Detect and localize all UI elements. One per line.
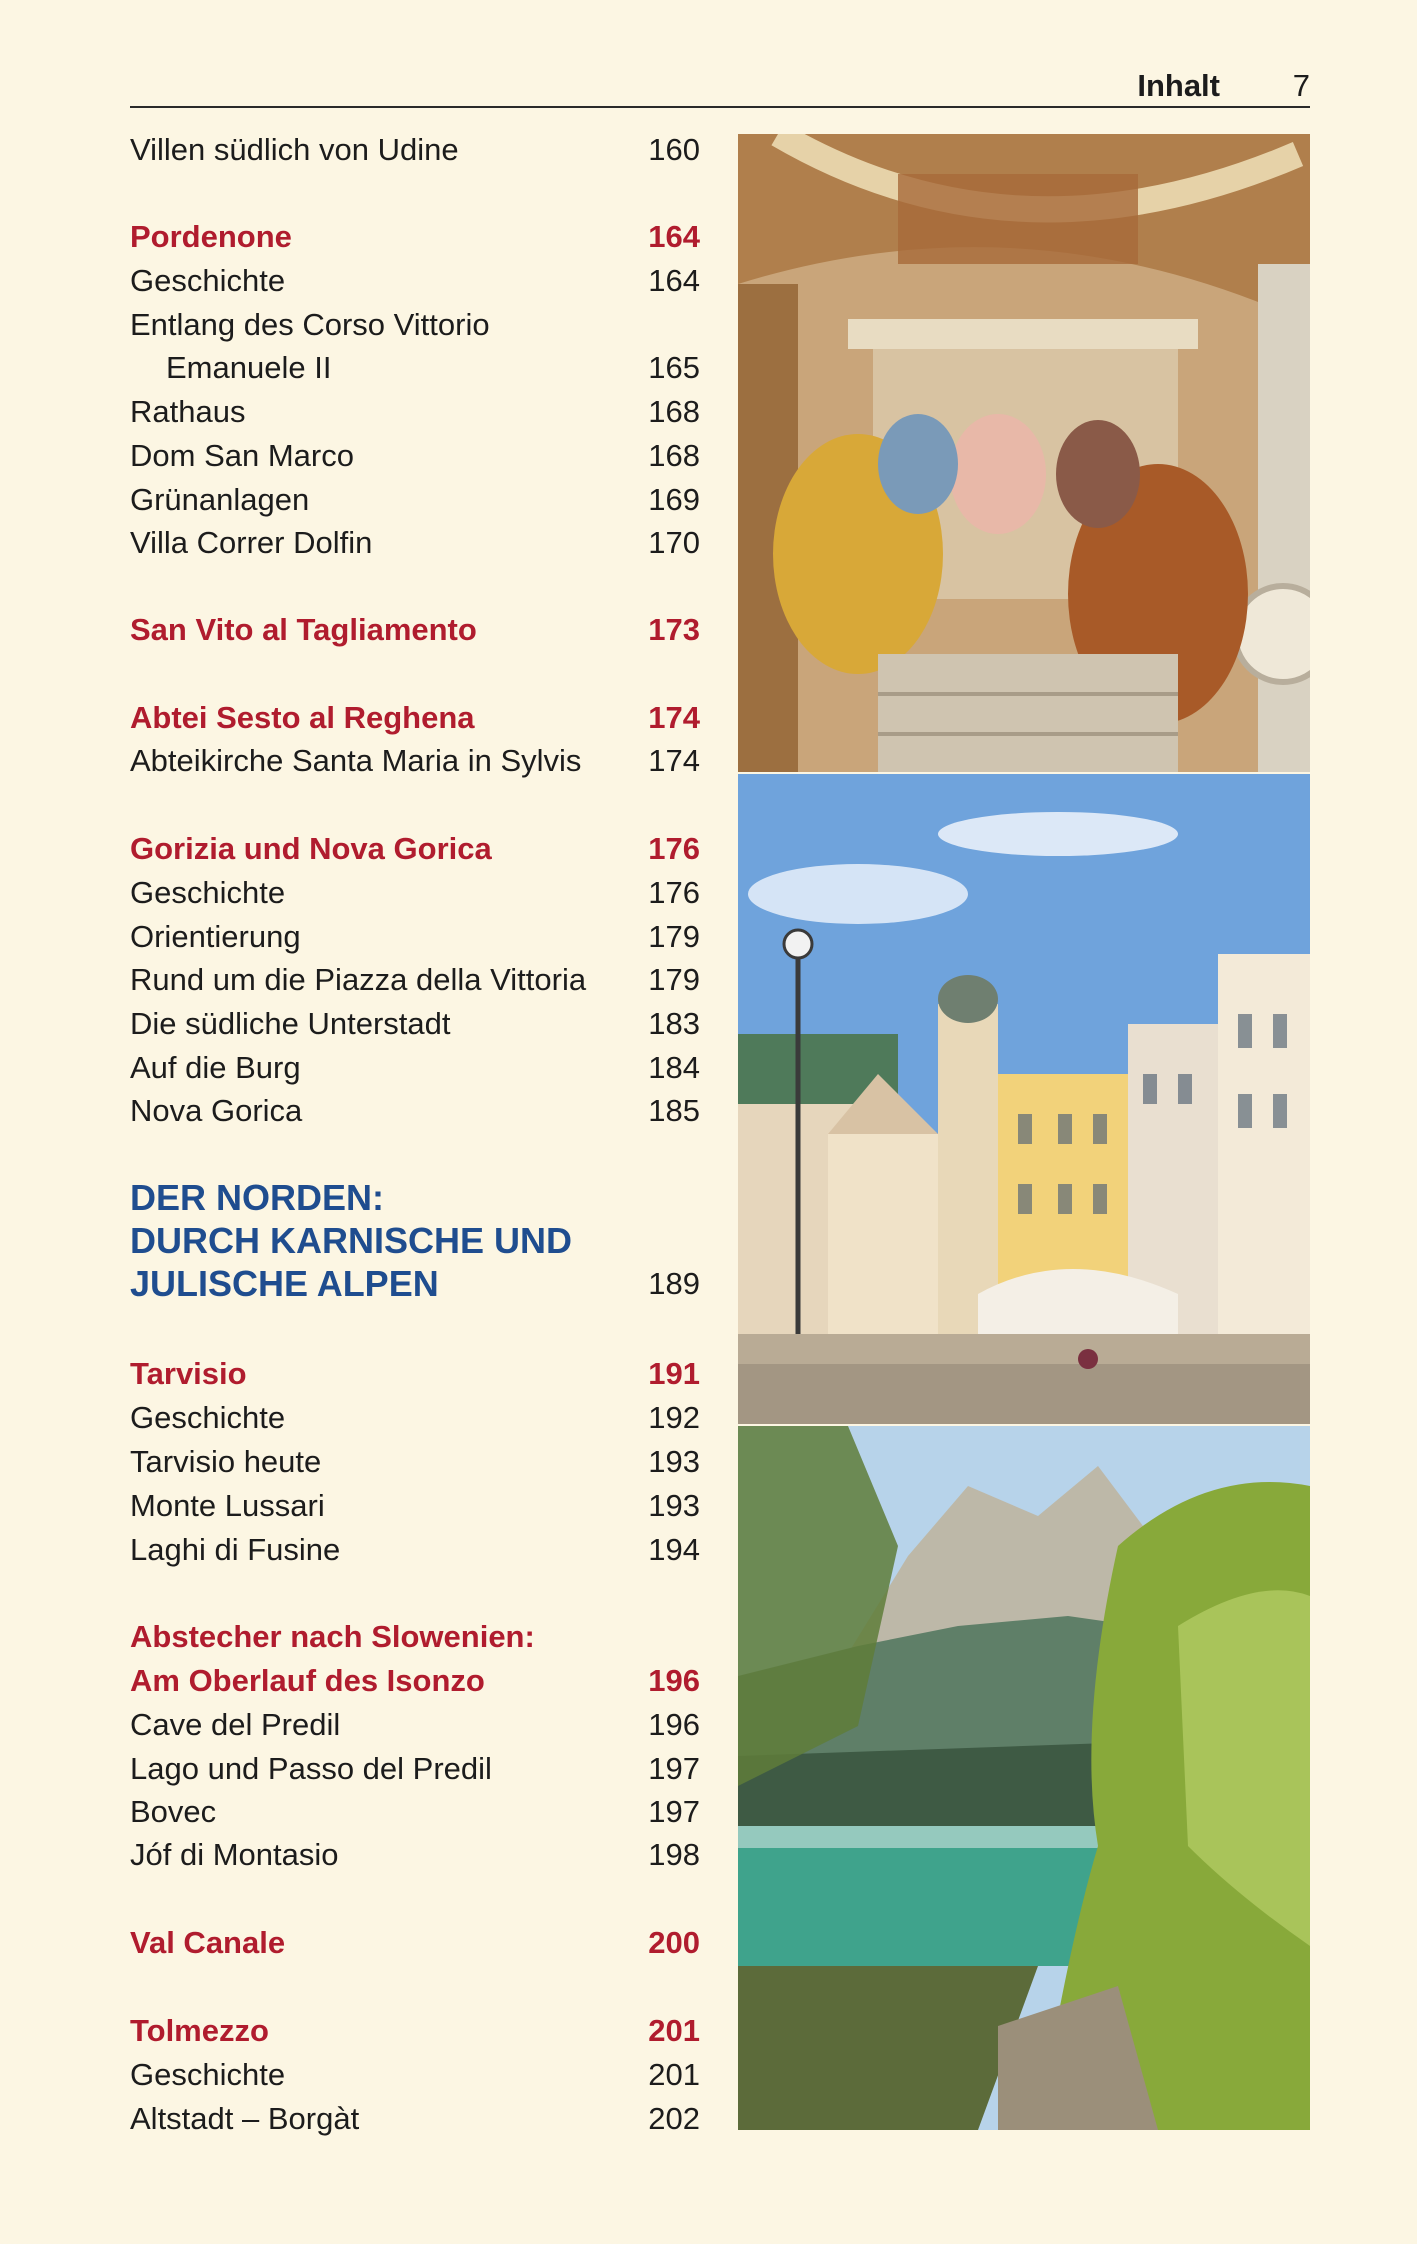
- toc-entry-title: Laghi di Fusine: [130, 1532, 341, 1567]
- toc-entry: [130, 434, 700, 478]
- toc-entry-title: Tolmezzo: [130, 2013, 269, 2048]
- toc-entry-page: 176: [648, 875, 700, 910]
- toc-entry-title: Lago und Passo del Predil: [130, 1751, 492, 1786]
- toc-entry: [130, 1046, 700, 1090]
- toc-entry-page: 160: [648, 132, 700, 167]
- toc-entry: [130, 1747, 700, 1791]
- fresco-photo: [738, 134, 1310, 772]
- toc-entry: [130, 1002, 700, 1046]
- toc-entry-title: Geschichte: [130, 263, 286, 298]
- toc-entry-title: Die südliche Unterstadt: [130, 1006, 451, 1041]
- toc-chapter-heading: [130, 1176, 700, 1220]
- toc-entry-page: 193: [648, 1488, 700, 1523]
- toc-entry-page: 194: [648, 1532, 700, 1567]
- toc-entry-title: Val Canale: [130, 1925, 286, 1960]
- toc-entry-title: JULISCHE ALPEN: [130, 1263, 439, 1304]
- toc-entry-title: Abteikirche Santa Maria in Sylvis: [130, 743, 582, 778]
- toc-section-heading: [130, 827, 700, 871]
- town-square-photo: [738, 774, 1310, 1424]
- toc-entry: [130, 739, 700, 783]
- toc-entry-page: 165: [648, 350, 700, 385]
- running-header: [130, 64, 1310, 108]
- toc-entry-title: Villen südlich von Udine: [130, 132, 459, 167]
- toc-entry-page: 168: [648, 438, 700, 473]
- toc-entry-page: 196: [648, 1663, 700, 1698]
- toc-entry: [130, 871, 700, 915]
- toc-section-heading: [130, 2009, 700, 2053]
- toc-entry-page: 197: [648, 1794, 700, 1829]
- toc-entry-page: 200: [648, 1925, 700, 1960]
- toc-entry: [130, 1440, 700, 1484]
- toc-entry-title: DER NORDEN:: [130, 1177, 385, 1218]
- toc-entry-title: Altstadt – Borgàt: [130, 2101, 360, 2136]
- toc-entry-page: 164: [648, 263, 700, 298]
- toc-entry: [130, 1703, 700, 1747]
- toc-entry-title: Nova Gorica: [130, 1093, 303, 1128]
- toc-entry-title: Rathaus: [130, 394, 246, 429]
- toc-entry-title: Grünanlagen: [130, 482, 310, 517]
- mountain-lake-photo: [738, 1426, 1310, 2130]
- toc-entry: [130, 958, 700, 1002]
- toc-entry-page: 201: [648, 2057, 700, 2092]
- toc-entry: [130, 128, 700, 172]
- toc-entry: [130, 478, 700, 522]
- toc-entry: [130, 303, 700, 347]
- toc-entry: [130, 1790, 700, 1834]
- toc-entry-page: 183: [648, 1006, 700, 1041]
- toc-entry-page: 198: [648, 1837, 700, 1872]
- toc-section-heading: [130, 1659, 700, 1703]
- page-number: 7: [1292, 68, 1310, 103]
- toc-entry-page: 201: [648, 2013, 700, 2048]
- toc-entry-title: Gorizia und Nova Gorica: [130, 831, 492, 866]
- toc-entry-page: 179: [648, 962, 700, 997]
- toc-entry: [130, 390, 700, 434]
- toc-entry-page: 164: [648, 219, 700, 254]
- toc-entry-page: 173: [648, 612, 700, 647]
- toc-entry-page: 189: [648, 1266, 700, 1301]
- toc-entry-title: Tarvisio: [130, 1356, 247, 1391]
- toc-entry-page: 176: [648, 831, 700, 866]
- toc-entry: [130, 1396, 700, 1440]
- toc-entry-title: San Vito al Tagliamento: [130, 612, 477, 647]
- toc-entry: [130, 1833, 700, 1877]
- toc-section-heading: [130, 215, 700, 259]
- toc-entry: [130, 2053, 700, 2097]
- toc-entry-page: 197: [648, 1751, 700, 1786]
- toc-entry-page: 179: [648, 919, 700, 954]
- toc-entry-title: Abtei Sesto al Reghena: [130, 700, 475, 735]
- toc-entry-page: 170: [648, 525, 700, 560]
- toc-section-heading: [130, 1615, 700, 1659]
- toc-chapter-heading: [130, 1262, 700, 1306]
- toc-entry-title: DURCH KARNISCHE UND: [130, 1220, 573, 1261]
- toc-entry: [130, 1484, 700, 1528]
- toc-section-heading: [130, 608, 700, 652]
- toc-entry-title: Jóf di Montasio: [130, 1837, 339, 1872]
- toc-entry-title: Emanuele II: [166, 350, 332, 385]
- toc-entry-title: Pordenone: [130, 219, 292, 254]
- toc-section-heading: [130, 696, 700, 740]
- toc-entry-page: 174: [648, 743, 700, 778]
- toc-entry: [130, 346, 700, 390]
- toc-entry: [130, 2097, 700, 2141]
- toc-entry-page: 168: [648, 394, 700, 429]
- toc-section-heading: [130, 1352, 700, 1396]
- toc-entry-title: Tarvisio heute: [130, 1444, 322, 1479]
- toc-entry-page: 184: [648, 1050, 700, 1085]
- toc-entry: [130, 259, 700, 303]
- toc-entry-page: 192: [648, 1400, 700, 1435]
- toc-entry-page: 193: [648, 1444, 700, 1479]
- toc-entry: [130, 1528, 700, 1572]
- toc-section-heading: [130, 1921, 700, 1965]
- toc-entry-title: Orientierung: [130, 919, 301, 954]
- toc-entry-title: Villa Correr Dolfin: [130, 525, 373, 560]
- toc-chapter-heading: [130, 1219, 700, 1263]
- toc-entry-title: Monte Lussari: [130, 1488, 325, 1523]
- toc-entry-title: Rund um die Piazza della Vittoria: [130, 962, 587, 997]
- toc-entry-title: Geschichte: [130, 2057, 286, 2092]
- toc-entry-title: Geschichte: [130, 1400, 286, 1435]
- toc-entry-page: 202: [648, 2101, 700, 2136]
- toc-entry-title: Auf die Burg: [130, 1050, 301, 1085]
- toc-entry-title: Cave del Predil: [130, 1707, 341, 1742]
- toc-entry: [130, 1089, 700, 1133]
- toc-entry-title: Geschichte: [130, 875, 286, 910]
- toc-entry-page: 196: [648, 1707, 700, 1742]
- toc-entry: [130, 915, 700, 959]
- toc-entry-title: Am Oberlauf des Isonzo: [130, 1663, 485, 1698]
- toc-entry-title: Bovec: [130, 1794, 217, 1829]
- toc-entry: [130, 521, 700, 565]
- toc-entry-title: Abstecher nach Slowenien:: [130, 1619, 535, 1654]
- toc-entry-page: 191: [648, 1356, 700, 1391]
- toc-entry-title: Dom San Marco: [130, 438, 354, 473]
- toc-entry-title: Entlang des Corso Vittorio: [130, 307, 490, 342]
- toc-entry-page: 174: [648, 700, 700, 735]
- toc-entry-page: 185: [648, 1093, 700, 1128]
- section-title: Inhalt: [1137, 68, 1220, 103]
- toc-entry-page: 169: [648, 482, 700, 517]
